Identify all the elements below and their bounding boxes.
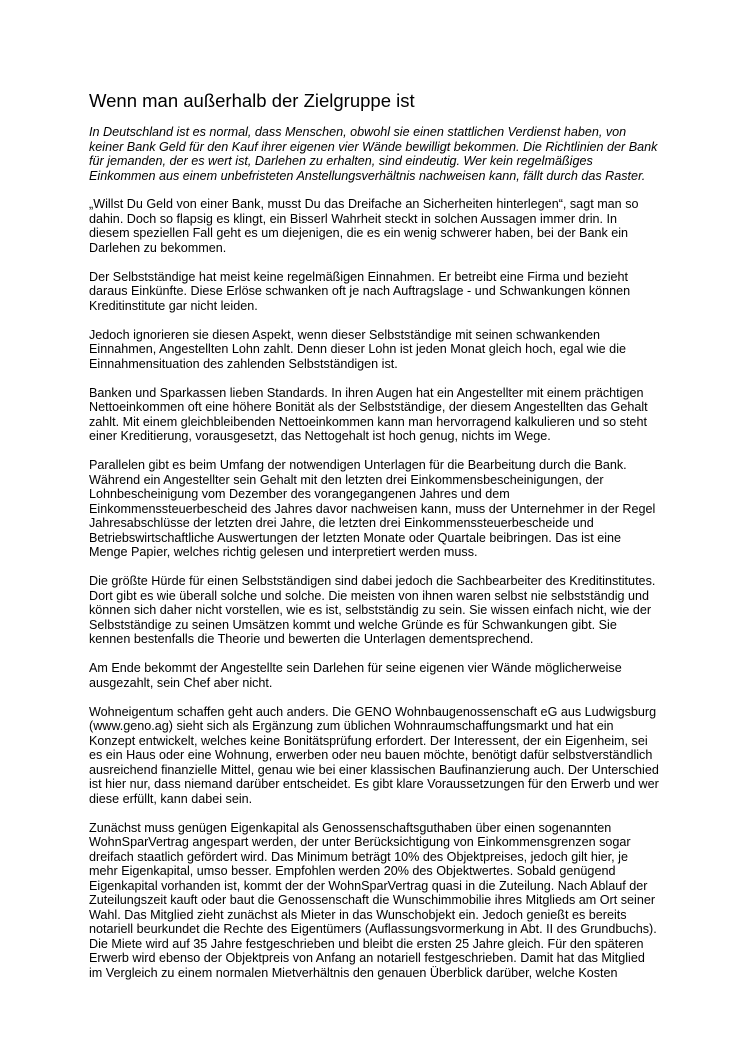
paragraph-8: Wohneigentum schaffen geht auch anders. Die GENO Wohnbaugenossenschaft eG aus Ludwigsburg (www.geno.ag) sieht sich als Ergänzung zum üblichen Wohnraumschaffungsmarkt und hat ein Konzept entwickelt, welches keine Bonitätsprüfung erfordert. Der Interessent, der ein Eigenheim, sei es ein Haus oder eine Wohnung, erwerben oder neu bauen möchte, benötigt dafür selbstverständlich ausreichend finanzielle Mittel, genau wie bei einer klassischen Baufinanzierung auch. Der Unterschied ist hier nur, dass niemand darüber entscheidet. Es gibt klare Voraussetzungen für den Erwerb und wer diese erfüllt, kann dabei sein.	[89, 704, 659, 806]
paragraph-4: Banken und Sparkassen lieben Standards. In ihren Augen hat ein Angestellter mit einem prächtigen Nettoeinkommen oft eine höhere Bonität als der Selbstständige, der diesem Angestellten das Gehalt zahlt. Mit einem gleichbleibenden Nettoeinkommen kann man hervorragend kalkulieren und so steht einer Kreditierung, vorausgesetzt, das Nettogehalt ist hoch genug, nichts im Wege.	[89, 385, 648, 443]
article-title: Wenn man außerhalb der Zielgruppe ist	[89, 90, 415, 111]
paragraph-7: Am Ende bekommt der Angestellte sein Darlehen für seine eigenen vier Wände möglicherweise ausgezahlt, sein Chef aber nicht.	[89, 661, 622, 690]
paragraph-9: Zunächst muss genügen Eigenkapital als Genossenschaftsguthaben über einen sogenannten WohnSparVertrag angespart werden, der unter Berücksichtigung von Einkommensgrenzen sogar dreifach staatlich gefördert wird. Das Minimum beträgt 10% des Objektpreises, jedoch gilt hier, je mehr Eigenkapital, umso besser. Empfohlen werden 20% des Objektwertes. Sobald genügend Eigenkapital vorhanden ist, kommt der der WohnSparVertrag quasi in die Zuteilung. Nach Ablauf der Zuteilungszeit kauft oder baut die Genossenschaft die Wunschimmobilie ihres Mitglieds am Ort seiner Wahl. Das Mitglied zieht zunächst als Mieter in das Wunschobjekt ein. Jedoch genießt es bereits notariell beurkundet die Rechte des Eigentümers (Auflassungsvormerkung in Abt. II des Grundbuchs). Die Miete wird auf 35 Jahre festgeschrieben und bleibt die ersten 25 Jahre gleich. Für den späteren Erwerb wird ebenso der Objektpreis von Anfang an notariell festgeschrieben. Damit hat das Mitglied im Vergleich zu einem normalen Mietverhältnis den genauen Überblick darüber, welche Kosten	[89, 820, 657, 980]
article	[89, 90, 659, 980]
paragraph-2: Der Selbstständige hat meist keine regelmäßigen Einnahmen. Er betreibt eine Firma und bezieht daraus Einkünfte. Diese Erlöse schwanken oft je nach Auftragslage - und Schwankungen können Kreditinstitute gar nicht leiden.	[89, 269, 631, 313]
paragraph-3: Jedoch ignorieren sie diesen Aspekt, wenn dieser Selbstständige mit seinen schwankenden Einnahmen, Angestellten Lohn zahlt. Denn dieser Lohn ist jeden Monat gleich hoch, egal wie die Einnahmensituation des zahlenden Selbstständigen ist.	[89, 327, 626, 371]
article-lead: In Deutschland ist es normal, dass Menschen, obwohl sie einen stattlichen Verdienst haben, von keiner Bank Geld für den Kauf ihrer eigenen vier Wände bewilligt bekommen. Die Richtlinien der Bank für jemanden, der es wert ist, Darlehen zu erhalten, sind eindeutig. Wer kein regelmäßiges Einkommen aus einem unbefristeten Anstellungsverhältnis nachweisen kann, fällt durch das Raster.	[89, 125, 658, 183]
paragraph-5: Parallelen gibt es beim Umfang der notwendigen Unterlagen für die Bearbeitung durch die Bank. Während ein Angestellter sein Gehalt mit den letzten drei Einkommensbescheinigungen, der Lohnbescheinigung vom Dezember des vorangegangenen Jahres und dem Einkommenssteuerbescheid des Jahres davor nachweisen kann, muss der Unternehmer in der Regel Jahresabschlüsse der letzten drei Jahre, die letzten drei Einkommenssteuerbescheide und Betriebswirtschaftliche Auswertungen der letzten Monate oder Quartale beibringen. Das ist eine Menge Papier, welches richtig gelesen und interpretiert werden muss.	[89, 458, 656, 559]
paragraph-1: „Willst Du Geld von einer Bank, musst Du das Dreifache an Sicherheiten hinterlegen“, sagt man so dahin. Doch so flapsig es klingt, ein Bisserl Wahrheit steckt in solchen Aussagen immer drin. In diesem speziellen Fall geht es um diejenigen, die es ein wenig schwerer haben, bei der Bank ein Darlehen zu bekommen.	[89, 197, 639, 255]
paragraph-6: Die größte Hürde für einen Selbstständigen sind dabei jedoch die Sachbearbeiter des Kreditinstitutes. Dort gibt es wie überall solche und solche. Die meisten von ihnen waren selbst nie selbstständig und können sich daher nicht vorstellen, wie es ist, selbstständig zu sein. Sie wissen einfach nicht, wie der Selbstständige zu seinen Umsätzen kommt und welche Gründe es für Schwankungen gibt. Sie kennen bestenfalls die Theorie und bewerten die Unterlagen dementsprechend.	[89, 574, 656, 646]
